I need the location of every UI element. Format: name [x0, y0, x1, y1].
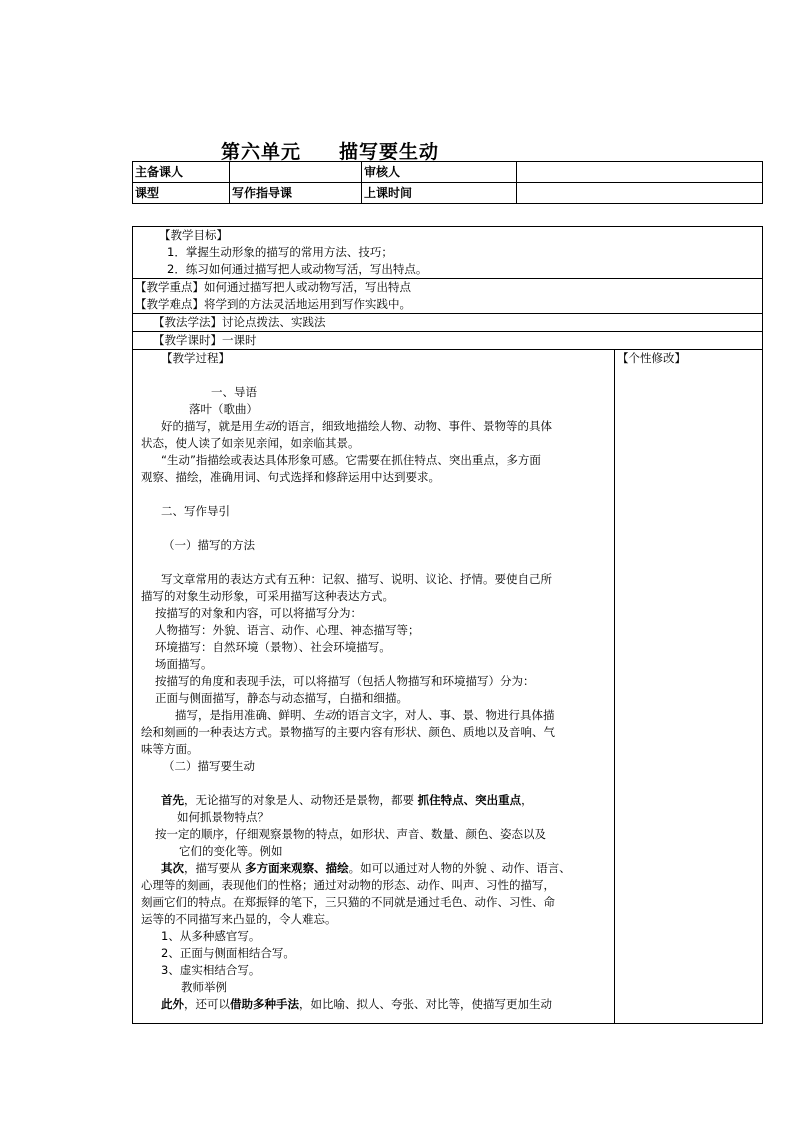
lesson-type-label: 课型: [133, 183, 230, 204]
teaching-process-cell: [133, 350, 615, 1024]
personal-notes-heading: 【个性修改】: [617, 351, 686, 365]
vivid-heading: （二）描写要生动: [163, 759, 255, 773]
paragraph: 状态，使人读了如亲见亲闻，如亲临其景。: [141, 436, 360, 450]
intro-heading: 一、导语: [211, 385, 257, 399]
paragraph: 环境描写：自然环境（景物）、社会环境描写。: [155, 640, 391, 654]
goal-item: 2．练习如何通过描写把人或动物写活，写出特点。: [167, 262, 428, 276]
paragraph: 味等方面。: [141, 742, 199, 756]
paragraph: 其次，描写要从 多方面来观察、描绘。如可以通过对人物的外貌 、动作、语言、: [161, 861, 571, 875]
paragraph: 按描写的角度和表现手法，可以将描写（包括人物描写和环境描写）分为：: [155, 674, 535, 688]
teacher-example: 教师举例: [181, 980, 227, 994]
class-time-value: [517, 183, 763, 204]
paragraph: 描写的对象生动形象，可采用描写这种表达方式。: [141, 589, 394, 603]
paragraph: 正面与侧面描写，静态与动态描写，白描和细描。: [155, 691, 408, 705]
reviewer-label: 审核人: [362, 162, 517, 183]
paragraph: 好的描写，就是用生动的语言，细致地描绘人物、动物、事件、景物等的具体: [161, 419, 552, 433]
meta-row: [133, 183, 763, 204]
guide-heading: 二、写作导引: [161, 504, 230, 518]
teaching-hours: 【教学课时】一课时: [133, 332, 763, 350]
main-teacher-value: [230, 162, 362, 183]
paragraph: 运等的不同描写来凸显的，令人难忘。: [141, 912, 337, 926]
hours-row: [133, 332, 763, 350]
paragraph: 绘和刻画的一种表达方式。景物描写的主要内容有形状、颜色、质地以及音响、气: [141, 725, 555, 739]
paragraph: 观察、描绘，准确用词、句式选择和修辞运用中达到要求。: [141, 470, 440, 484]
key-row: [133, 279, 763, 314]
teaching-process-heading: 【教学过程】: [161, 351, 230, 365]
paragraph: 刻画它们的特点。在郑振铎的笔下，三只猫的不同就是通过毛色、动作、习性、命: [141, 895, 555, 909]
teaching-difficulty: 【教学难点】将学到的方法灵活地运用到写作实践中。: [135, 297, 411, 311]
meta-row: [133, 162, 763, 183]
teaching-methods: 【教法学法】讨论点拨法、实践法: [133, 314, 763, 332]
song-line: 落叶（歌曲）: [189, 402, 258, 416]
lesson-plan-table: [132, 226, 763, 1024]
key-difficulty-cell: [133, 279, 763, 314]
process-row: [133, 350, 763, 1024]
method-heading: （一）描写的方法: [163, 538, 255, 552]
class-time-label: 上课时间: [362, 183, 517, 204]
paragraph: 人物描写：外貌、语言、动作、心理、神态描写等；: [155, 623, 420, 637]
paragraph: 此外，还可以借助多种手法，如比喻、拟人、夸张、对比等，使描写更加生动: [161, 997, 552, 1011]
list-item: 3、虚实相结合写。: [161, 963, 261, 977]
teaching-goals-cell: [133, 227, 763, 279]
list-item: 1、从多种感官写。: [161, 929, 261, 943]
teaching-goals-heading: 【教学目标】: [159, 228, 228, 242]
methods-row: [133, 314, 763, 332]
paragraph: 按一定的顺序，仔细观察景物的特点，如形状、声音、数量、颜色、姿态以及: [155, 827, 546, 841]
paragraph: 写文章常用的表达方式有五种：记叙、描写、说明、议论、抒情。要使自己所: [161, 572, 552, 586]
goal-item: 1．掌握生动形象的描写的常用方法、技巧；: [167, 245, 393, 259]
meta-table: [132, 161, 763, 204]
teaching-key-point: 【教学重点】如何通过描写把人或动物写活，写出特点: [135, 280, 411, 294]
paragraph: 按描写的对象和内容，可以将描写分为：: [155, 606, 362, 620]
paragraph: 它们的变化等。例如: [179, 844, 283, 858]
paragraph: 场面描写。: [155, 657, 213, 671]
paragraph: 描写，是指用准确、鲜明、生动的语言文字，对人、事、景、物进行具体描: [175, 708, 555, 722]
goals-row: [133, 227, 763, 279]
reviewer-value: [517, 162, 763, 183]
list-item: 2、正面与侧面相结合写。: [161, 946, 295, 960]
page-title: 第六单元 描写要生动: [220, 141, 440, 163]
paragraph: “生动”指描绘或表达具体形象可感。它需要在抓住特点、突出重点，多方面: [161, 453, 541, 467]
main-teacher-label: 主备课人: [133, 162, 230, 183]
paragraph: 心理等的刻画，表现他们的性格；通过对动物的形态、动作、叫声、习性的描写，: [141, 878, 555, 892]
lesson-type-value: 写作指导课: [230, 183, 362, 204]
paragraph: 如何抓景物特点？: [177, 810, 269, 824]
personal-notes-cell: [615, 350, 763, 1024]
paragraph: 首先，无论描写的对象是人、动物还是景物，都要 抓住特点、突出重点，: [161, 793, 533, 807]
